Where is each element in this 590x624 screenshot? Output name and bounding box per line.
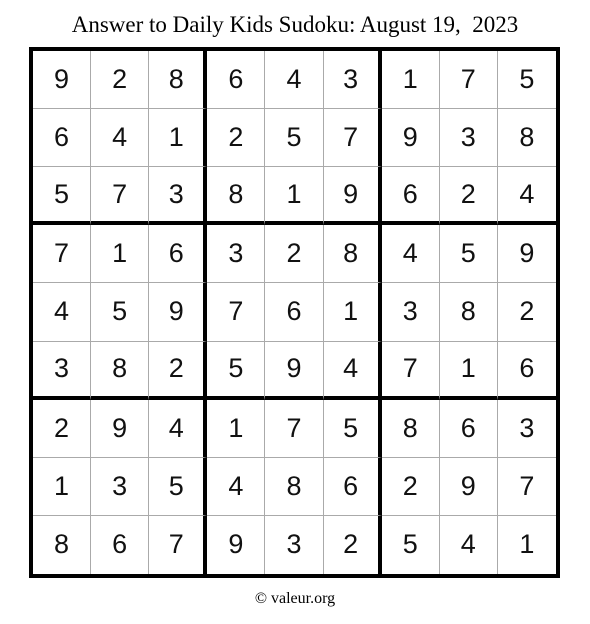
sudoku-cell: 8 — [440, 283, 498, 341]
sudoku-cell: 3 — [149, 167, 207, 225]
sudoku-grid — [29, 47, 560, 578]
sudoku-cell: 4 — [149, 400, 207, 458]
sudoku-cell: 6 — [440, 400, 498, 458]
sudoku-cell: 7 — [33, 225, 91, 283]
sudoku-cell: 4 — [91, 109, 149, 167]
sudoku-cell: 5 — [265, 109, 323, 167]
sudoku-cell: 1 — [149, 109, 207, 167]
sudoku-cell: 4 — [440, 516, 498, 574]
sudoku-cell: 4 — [265, 51, 323, 109]
sudoku-cell: 1 — [324, 283, 382, 341]
sudoku-cell: 6 — [91, 516, 149, 574]
sudoku-cell: 4 — [382, 225, 440, 283]
sudoku-cell: 4 — [33, 283, 91, 341]
copyright-footer: © valeur.org — [254, 590, 336, 607]
sudoku-cell: 5 — [207, 342, 265, 400]
sudoku-cell: 1 — [440, 342, 498, 400]
sudoku-cell: 6 — [149, 225, 207, 283]
sudoku-cell: 5 — [324, 400, 382, 458]
sudoku-cell: 2 — [265, 225, 323, 283]
sudoku-cell: 8 — [382, 400, 440, 458]
sudoku-cell: 9 — [498, 225, 556, 283]
sudoku-cell: 7 — [382, 342, 440, 400]
sudoku-cell: 8 — [324, 225, 382, 283]
sudoku-cell: 6 — [498, 342, 556, 400]
sudoku-cell: 7 — [207, 283, 265, 341]
sudoku-cell: 8 — [207, 167, 265, 225]
sudoku-cell: 6 — [33, 109, 91, 167]
sudoku-cell: 9 — [324, 167, 382, 225]
sudoku-cell: 8 — [498, 109, 556, 167]
sudoku-cell: 3 — [324, 51, 382, 109]
sudoku-cell: 9 — [440, 458, 498, 516]
sudoku-cell: 3 — [440, 109, 498, 167]
sudoku-cell: 2 — [498, 283, 556, 341]
sudoku-cell: 3 — [33, 342, 91, 400]
sudoku-cell: 4 — [324, 342, 382, 400]
sudoku-cell: 7 — [91, 167, 149, 225]
sudoku-cell: 7 — [440, 51, 498, 109]
sudoku-cell: 5 — [91, 283, 149, 341]
sudoku-cell: 1 — [382, 51, 440, 109]
sudoku-cell: 3 — [498, 400, 556, 458]
sudoku-cell: 1 — [91, 225, 149, 283]
sudoku-cell: 3 — [91, 458, 149, 516]
sudoku-cell: 9 — [33, 51, 91, 109]
sudoku-cell: 7 — [149, 516, 207, 574]
sudoku-cell: 2 — [33, 400, 91, 458]
sudoku-cell: 2 — [440, 167, 498, 225]
sudoku-cell: 1 — [33, 458, 91, 516]
sudoku-cell: 5 — [382, 516, 440, 574]
sudoku-cell: 1 — [519, 529, 535, 560]
sudoku-cell: 3 — [265, 516, 323, 574]
sudoku-cell: 9 — [91, 400, 149, 458]
sudoku-cell: 1 — [265, 167, 323, 225]
sudoku-cell: 1 — [207, 400, 265, 458]
sudoku-cell: 9 — [149, 283, 207, 341]
sudoku-cell: 4 — [207, 458, 265, 516]
sudoku-cell: 2 — [324, 516, 382, 574]
sudoku-cell: 8 — [91, 342, 149, 400]
sudoku-cell: 9 — [207, 516, 265, 574]
sudoku-cell: 2 — [91, 51, 149, 109]
sudoku-cell: 2 — [149, 342, 207, 400]
sudoku-cell: 5 — [498, 51, 556, 109]
sudoku-cell: 8 — [265, 458, 323, 516]
sudoku-cell: 2 — [207, 109, 265, 167]
sudoku-cell: 8 — [33, 516, 91, 574]
sudoku-cell: 5 — [33, 167, 91, 225]
sudoku-cell: 6 — [324, 458, 382, 516]
sudoku-cell: 9 — [265, 342, 323, 400]
sudoku-cell: 6 — [207, 51, 265, 109]
sudoku-cell: 3 — [207, 225, 265, 283]
sudoku-cell: 4 — [498, 167, 556, 225]
sudoku-cell: 2 — [382, 458, 440, 516]
sudoku-cell: 6 — [265, 283, 323, 341]
page-title: Answer to Daily Kids Sudoku: August 19, 2023 — [71, 12, 519, 37]
sudoku-cell: 7 — [265, 400, 323, 458]
sudoku-cell: 3 — [382, 283, 440, 341]
sudoku-cell: 5 — [440, 225, 498, 283]
sudoku-cell: 5 — [149, 458, 207, 516]
sudoku-cell: 7 — [324, 109, 382, 167]
sudoku-cell: 8 — [149, 51, 207, 109]
sudoku-cell: 6 — [382, 167, 440, 225]
sudoku-cell: 9 — [382, 109, 440, 167]
sudoku-cell: 7 — [498, 458, 556, 516]
